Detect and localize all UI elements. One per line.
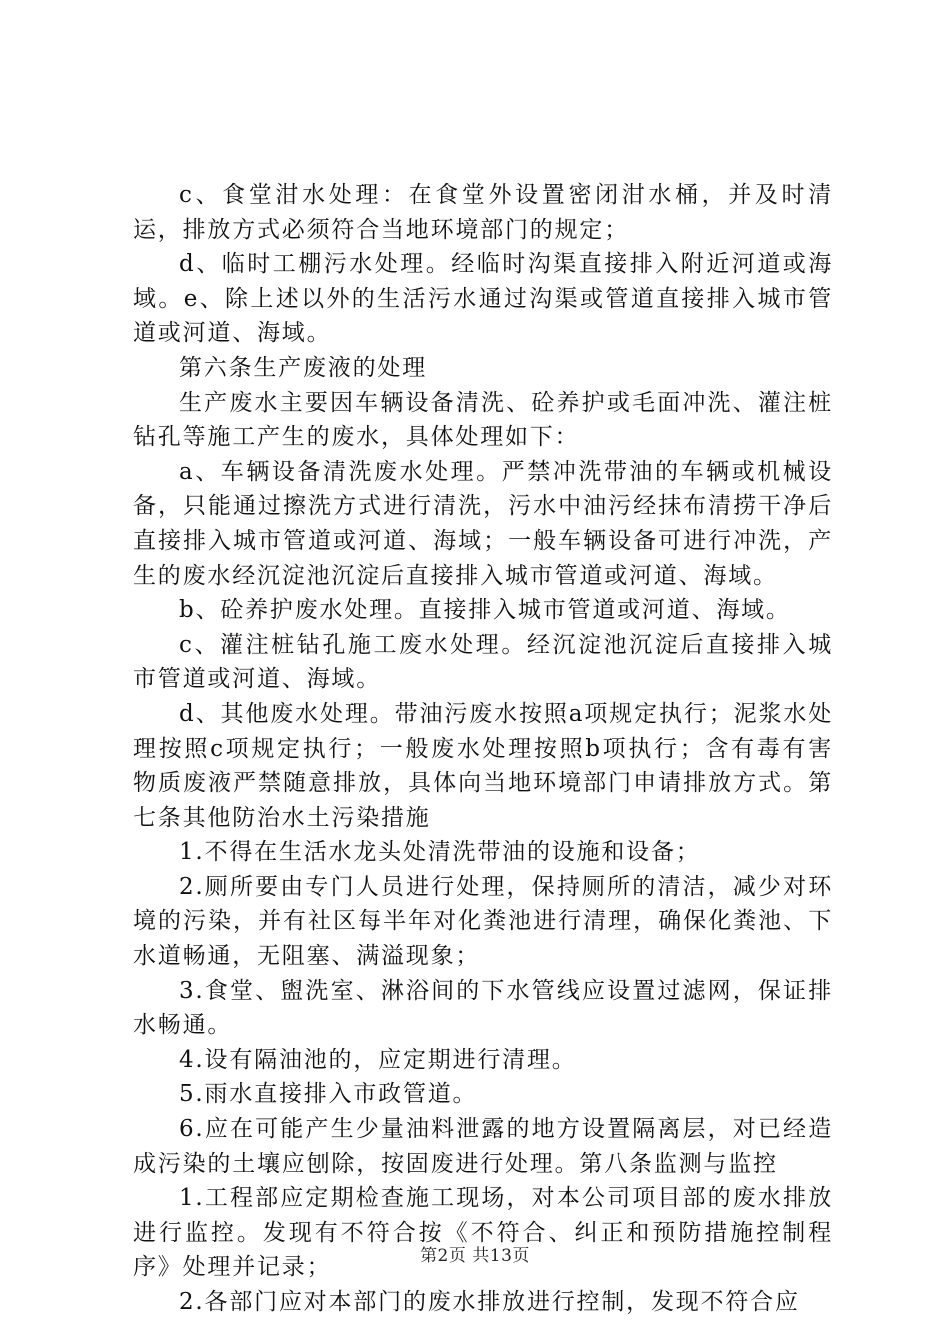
paragraph-c-pile-drilling: c、灌注桩钻孔施工废水处理。经沉淀池沉淀后直接排入城市管道或河道、海域。 [133,631,833,693]
page-number-footer: 第2页 共13页 [420,1246,530,1266]
list-item-2: 2.厕所要由专门人员进行处理，保持厕所的清洁，减少对环境的污染，并有社区每半年对化粪池进行清理，确保化粪池、下水道畅通，无阻塞、满溢现象； [133,873,833,970]
paragraph-d-e-temporary-sheds: d、临时工棚污水处理。经临时沟渠直接排入附近河道或海域。e、除上述以外的生活污水通过沟渠或管道直接排入城市管道或河道、海域。 [133,251,833,347]
list-item-3: 3.食堂、盥洗室、淋浴间的下水管线应设置过滤网，保证排水畅通。 [133,977,833,1039]
paragraph-d-other-wastewater: d、其他废水处理。带油污废水按照a项规定执行；泥浆水处理按照c项规定执行；一般废水处理按照b项执行；含有毒有害物质废液严禁随意排放，具体向当地环境部门申请排放方式。第七条其他防治水土污染措施 [133,700,833,831]
list-item-1: 1.不得在生活水龙头处清洗带油的设施和设备； [179,839,701,866]
monitoring-item-1: 1.工程部应定期检查施工现场，对本公司项目部的废水排放进行监控。发现有不符合按《不符合、纠正和预防措施控制程序》处理并记录； [133,1185,833,1281]
list-item-4: 4.设有隔油池的，应定期进行清理。 [179,1046,577,1073]
paragraph-b-concrete-curing: b、砼养护废水处理。直接排入城市管道或河道、海域。 [179,597,791,624]
article-6-heading: 第六条生产废液的处理 [179,354,427,381]
monitoring-item-2: 2.各部门应对本部门的废水排放进行控制，发现不符合应 [179,1289,800,1315]
list-item-5: 5.雨水直接排入市政管道。 [179,1081,478,1108]
paragraph-a-vehicle-cleaning: a、车辆设备清洗废水处理。严禁冲洗带油的车辆或机械设备，只能通过擦洗方式进行清洗，污水中油污经抹布清捞干净后直接排入城市管道或河道、海域；一般车辆设备可进行冲洗，产生的废水经沉淀池沉淀后直接排入城市管道或河道、海域。 [133,458,833,589]
paragraph-c-canteen-swill: c、食堂泔水处理：在食堂外设置密闭泔水桶，并及时清运，排放方式必须符合当地环境部门的规定； [133,182,833,243]
paragraph-production-wastewater: 生产废水主要因车辆设备清洗、砼养护或毛面冲洗、灌注桩钻孔等施工产生的废水，具体处理如下： [133,389,833,451]
document-body [133,178,833,1320]
list-item-6: 6.应在可能产生少量油料泄露的地方设置隔离层，对已经造成污染的土壤应刨除，按固废进行处理。第八条监测与监控 [133,1116,833,1177]
